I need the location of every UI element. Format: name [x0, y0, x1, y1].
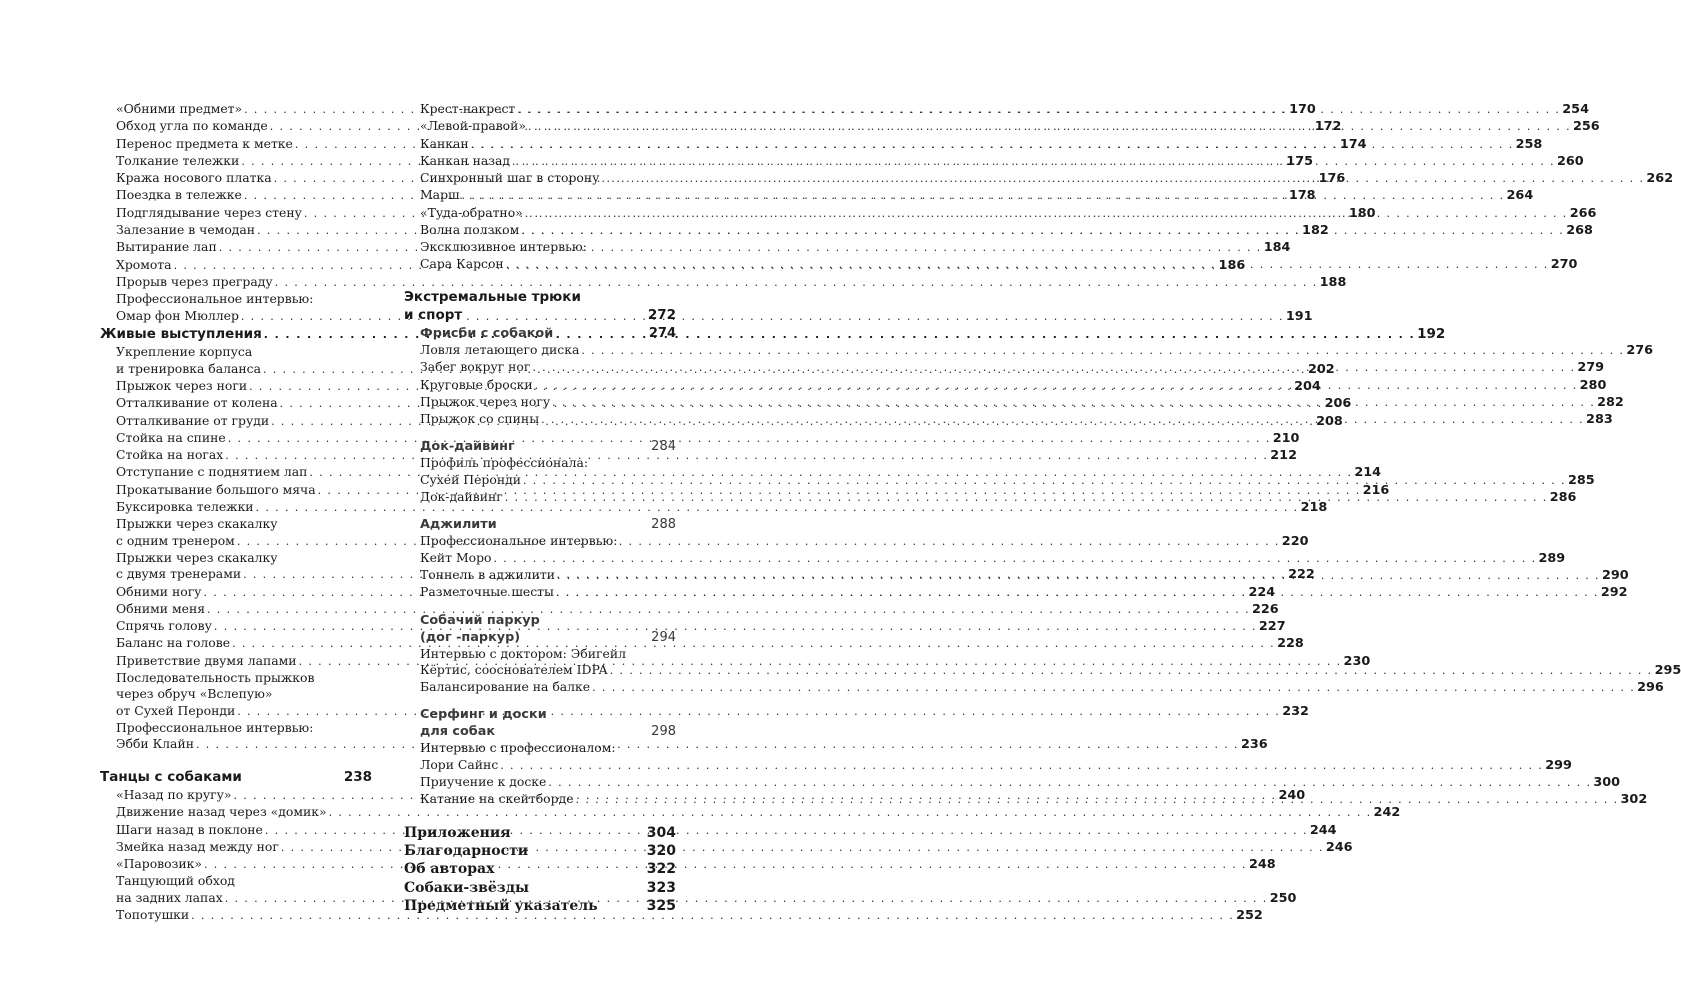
page-number: 300: [1593, 775, 1621, 791]
toc-subsection[interactable]: [404, 612, 676, 629]
page-number: 204: [1294, 378, 1321, 394]
entry-title: Приложения: [404, 824, 511, 841]
page-number: 260: [1556, 153, 1584, 169]
page-number: 254: [1562, 102, 1589, 117]
dot-leader: [205, 602, 1250, 618]
entry-title: Благодарности: [404, 842, 529, 859]
entry-title: «Туда-обратно»: [420, 204, 523, 220]
dot-leader: [554, 585, 1599, 601]
dot-leader: [230, 636, 1275, 652]
page-number: 240: [1278, 787, 1306, 803]
toc-entry-line[interactable]: [100, 291, 372, 307]
section-gap: [100, 753, 372, 768]
toc-entry-line[interactable]: [100, 550, 372, 566]
page-number: 236: [1240, 737, 1268, 753]
page-number: 274: [648, 325, 676, 341]
page-number: 186: [1218, 257, 1246, 273]
entry-title: Прыжки через скакалку: [116, 549, 278, 565]
page-number: 176: [1318, 171, 1346, 187]
toc-chapter[interactable]: [404, 860, 676, 878]
section-gap: [404, 273, 676, 288]
entry-title: Обход угла по команде: [116, 118, 268, 134]
page-number: 182: [1302, 223, 1329, 239]
toc-entry[interactable]: [404, 679, 1664, 696]
toc-entry-line[interactable]: [100, 670, 372, 686]
entry-title: для собак: [420, 724, 496, 740]
toc-entry-line[interactable]: [404, 239, 676, 255]
page-number: 290: [1601, 567, 1629, 583]
dot-leader: [469, 137, 1514, 153]
entry-title: с двумя тренерами: [116, 566, 242, 582]
page-number: 238: [343, 769, 372, 786]
page-number: 230: [1343, 653, 1371, 669]
entry-title: Об авторах: [404, 861, 495, 878]
page-number: 191: [1285, 308, 1313, 324]
entry-title: Залезание в чемодан: [116, 222, 256, 238]
page-number: 323: [646, 879, 676, 896]
page-number: 246: [1325, 839, 1353, 855]
toc-subsection[interactable]: [404, 629, 676, 646]
toc-entry-line[interactable]: [404, 646, 676, 662]
toc-entry-line[interactable]: [100, 344, 372, 360]
page-number: 266: [1569, 205, 1597, 221]
entry-title: Синхронный шаг в сторону: [420, 170, 600, 186]
toc-entry-line[interactable]: [404, 740, 676, 756]
toc-entry-line[interactable]: [404, 533, 676, 549]
entry-title: Подглядывание через стену: [116, 204, 302, 220]
entry-title: Стойка на спине: [116, 429, 226, 445]
section-gap: [404, 809, 676, 824]
dot-leader: [235, 534, 1280, 550]
page-number: 262: [1646, 171, 1674, 187]
entry-title: Собаки-звёзды: [404, 879, 530, 896]
page-number: 242: [1373, 805, 1401, 821]
page-number: 232: [1282, 703, 1309, 719]
toc-entry-line[interactable]: [404, 455, 676, 471]
dot-leader: [579, 343, 1624, 359]
page-number: 252: [1236, 908, 1263, 924]
entry-title: (дог -паркур): [420, 629, 521, 645]
toc-entry[interactable]: [404, 756, 1572, 774]
page-number: 286: [1549, 490, 1577, 506]
page-number: 280: [1579, 377, 1607, 393]
entry-title: Движение назад через «домик»: [116, 804, 327, 820]
page-number: 210: [1272, 430, 1300, 446]
entry-title: Марш: [420, 187, 460, 203]
page-number: 325: [646, 897, 676, 914]
toc-entry[interactable]: [100, 600, 1279, 618]
dot-leader: [533, 378, 1578, 394]
entry-title: Змейка назад между ног: [116, 838, 279, 854]
entry-title: Приветствие двумя лапами: [116, 652, 297, 668]
dot-leader: [515, 102, 1560, 118]
page-number: 226: [1252, 601, 1279, 617]
entry-title: Прорыв через преграду: [116, 273, 273, 289]
entry-title: Обними меня: [116, 600, 206, 616]
entry-title: Интервью с доктором: Эбигейл: [420, 645, 626, 661]
entry-title: Собачий паркур: [420, 612, 540, 628]
page-number: 302: [1620, 792, 1648, 808]
entry-title: и тренировка баланса: [116, 360, 261, 376]
page-number: 288: [651, 517, 676, 533]
entry-title: Канкан: [420, 135, 469, 151]
entry-title: Перенос предмета к метке: [116, 135, 293, 151]
entry-title: Профессиональное интервью:: [116, 719, 314, 735]
page-number: 272: [647, 307, 676, 324]
page-number: 304: [646, 824, 676, 841]
entry-title: «Обними предмет»: [116, 101, 243, 116]
dot-leader: [212, 619, 1257, 635]
entry-title: Баланс на голове: [116, 635, 231, 651]
page-number: 216: [1362, 482, 1390, 498]
page-number: 175: [1286, 153, 1314, 169]
entry-title: Волна ползком: [420, 222, 520, 238]
page-number: 214: [1354, 465, 1382, 481]
page-number: 294: [651, 629, 676, 645]
page-number: 172: [1314, 119, 1342, 135]
page-number: 218: [1300, 500, 1328, 516]
toc-chapter[interactable]: [404, 824, 676, 842]
page-number: 284: [651, 439, 676, 455]
toc-subsection[interactable]: [404, 706, 676, 723]
page-number: 184: [1263, 240, 1291, 256]
toc-entry[interactable]: [100, 804, 1401, 821]
toc-section[interactable]: [100, 768, 372, 787]
dot-leader: [608, 663, 1653, 679]
entry-title: Прыжок со спины: [420, 411, 540, 427]
entry-title: Шаги назад в поклоне: [116, 821, 263, 837]
entry-title: Аджилити: [420, 517, 497, 533]
entry-title: Буксировка тележки: [116, 499, 254, 515]
page-number: 178: [1288, 188, 1316, 204]
entry-title: «Левой-правой»: [420, 118, 526, 134]
page-number: 248: [1248, 857, 1276, 873]
dot-leader: [523, 206, 1568, 222]
page-number: 220: [1281, 533, 1309, 549]
dot-leader: [194, 737, 1239, 753]
dot-leader: [217, 240, 1262, 256]
entry-title: Профессиональное интервью:: [116, 291, 314, 307]
page-number: 170: [1289, 102, 1316, 117]
entry-title: Вытирание лап: [116, 239, 217, 255]
dot-leader: [574, 792, 1619, 808]
page-number: 276: [1626, 342, 1654, 358]
toc-entry-line[interactable]: [100, 516, 372, 532]
entry-title: с одним тренером: [116, 532, 235, 548]
page-number: 250: [1269, 890, 1297, 906]
entry-title: Предметный указатель: [404, 897, 598, 914]
subsection-gap: [404, 428, 676, 438]
entry-title: Катание на скейтборде: [420, 791, 574, 807]
entry-title: Круговые броски: [420, 376, 533, 392]
dot-leader: [519, 223, 1564, 239]
dot-leader: [235, 704, 1280, 720]
page-number: 180: [1348, 205, 1376, 221]
page-number: 202: [1307, 361, 1335, 377]
entry-title: и спорт: [404, 307, 463, 324]
entry-title: Эксклюзивное интервью:: [420, 239, 587, 255]
entry-title: Балансирование на балке: [420, 679, 591, 695]
page-number: 283: [1586, 412, 1613, 428]
subsection-gap: [404, 696, 676, 706]
entry-title: Кейт Моро: [420, 549, 492, 565]
entry-title: Тоннель в аджилити: [420, 566, 555, 582]
page-number: 322: [646, 861, 676, 878]
entry-title: Эбби Клайн: [116, 736, 194, 752]
entry-title: на задних лапах: [116, 889, 223, 905]
entry-title: Танцы с собаками: [100, 769, 242, 786]
toc-entry-line[interactable]: [100, 686, 372, 702]
entry-title: Укрепление корпуса: [116, 344, 253, 360]
page-number: 212: [1270, 448, 1297, 464]
page-number: 228: [1277, 636, 1304, 652]
entry-title: от Сухей Перонди: [116, 702, 236, 718]
toc-subsection[interactable]: [404, 516, 676, 533]
dot-leader: [202, 857, 1247, 873]
entry-title: через обруч «Вслепую»: [116, 686, 273, 702]
dot-leader: [546, 775, 1591, 791]
entry-title: Отступание с поднятием лап: [116, 464, 308, 480]
subsection-gap: [404, 602, 676, 612]
entry-title: Отталкивание от груди: [116, 412, 270, 428]
dot-leader: [226, 431, 1271, 447]
page-number: 320: [646, 842, 676, 859]
toc-entry[interactable]: [100, 907, 1263, 924]
page-number: 188: [1319, 274, 1347, 290]
entry-title: Прыжок через ноги: [116, 377, 248, 393]
toc-chapter[interactable]: [404, 897, 676, 915]
page-number: 227: [1258, 619, 1286, 635]
entry-title: Отталкивание от колена: [116, 395, 278, 411]
entry-title: Сухей Перонди: [420, 471, 521, 487]
page-number: 289: [1538, 550, 1566, 566]
dot-leader: [504, 257, 1549, 273]
dot-leader: [555, 568, 1600, 584]
dot-leader: [599, 171, 1644, 187]
page-number: 268: [1566, 223, 1593, 239]
entry-title: Профиль профессионала:: [420, 455, 589, 471]
dot-leader: [189, 908, 1234, 924]
entry-title: Омар фон Мюллер: [116, 307, 239, 323]
entry-title: Стойка на ногах: [116, 447, 224, 463]
entry-title: Канкан назад: [420, 152, 510, 168]
page-number: 224: [1248, 584, 1276, 600]
entry-title: Танцующий обход: [116, 873, 235, 889]
entry-title: Хромота: [116, 256, 172, 272]
dot-leader: [460, 188, 1505, 204]
page-number: 270: [1550, 256, 1578, 272]
entry-title: Экстремальные трюки: [404, 288, 581, 305]
page-number: 298: [651, 724, 676, 740]
page-number: 222: [1288, 567, 1315, 583]
toc-chapter[interactable]: [404, 879, 676, 897]
entry-title: Док-дайвинг: [420, 489, 503, 505]
dot-leader: [223, 891, 1268, 907]
page-number: 282: [1597, 394, 1624, 410]
dot-leader: [526, 119, 1571, 135]
entry-title: Ловля летающего диска: [420, 341, 580, 357]
entry-title: Забег вокруг ног: [420, 359, 531, 375]
page-number: 256: [1572, 119, 1600, 135]
entry-title: «Паровозик»: [116, 856, 202, 872]
page-number: 206: [1324, 396, 1352, 412]
entry-title: Кража носового платка: [116, 170, 272, 186]
page-number: 279: [1577, 360, 1605, 376]
entry-title: Толкание тележки: [116, 152, 240, 168]
dot-leader: [521, 473, 1566, 489]
entry-title: Крест-накрест: [420, 101, 516, 116]
entry-title: Последовательность прыжков: [116, 670, 315, 685]
entry-title: Фрисби с собакой: [420, 325, 554, 341]
page-number: 296: [1637, 680, 1664, 696]
entry-title: Прыжок через ногу: [420, 393, 551, 409]
dot-leader: [590, 680, 1635, 696]
entry-title: Интервью с профессионалом:: [420, 740, 616, 756]
page-number: 285: [1567, 472, 1595, 488]
dot-leader: [498, 758, 1543, 774]
entry-title: Прокатывание большого мяча: [116, 481, 316, 497]
entry-title: Живые выступления: [100, 325, 262, 342]
entry-title: Серфинг и доски: [420, 707, 547, 723]
toc-entry[interactable]: [100, 273, 1347, 291]
entry-title: Лори Сайнс: [420, 756, 499, 772]
toc-subsection[interactable]: [404, 325, 676, 342]
toc-entry[interactable]: [404, 774, 1621, 791]
entry-title: Приучение к доске: [420, 774, 547, 790]
page-number: 192: [1417, 325, 1446, 342]
toc-subsection[interactable]: [404, 723, 676, 740]
toc-section[interactable]: [404, 306, 676, 325]
dot-leader: [492, 551, 1537, 567]
toc-entry-line[interactable]: [100, 873, 372, 889]
toc-entry[interactable]: [404, 341, 1654, 359]
entry-title: Спрячь голову: [116, 618, 212, 634]
toc-section[interactable]: [404, 288, 676, 307]
page-number: 244: [1309, 822, 1337, 838]
dot-leader: [550, 395, 1595, 411]
dot-leader: [223, 448, 1268, 464]
page-number: 174: [1339, 136, 1367, 152]
toc-chapter[interactable]: [404, 842, 676, 860]
entry-title: Разметочные шесты: [420, 584, 554, 600]
toc-entry-line[interactable]: [100, 720, 372, 736]
dot-leader: [510, 154, 1555, 170]
entry-title: Прыжки через скакалку: [116, 516, 278, 532]
page-number: 258: [1515, 136, 1543, 152]
dot-leader: [239, 309, 1284, 325]
page-number: 208: [1316, 413, 1343, 429]
toc-entry[interactable]: [100, 499, 1328, 516]
entry-title: Поездка в тележке: [116, 187, 242, 203]
dot-leader: [539, 412, 1584, 428]
entry-title: Док-дайвинг: [420, 439, 515, 455]
toc-entry[interactable]: [404, 549, 1566, 567]
entry-title: Обними ногу: [116, 583, 202, 599]
entry-title: «Назад по кругу»: [116, 786, 232, 802]
page-number: 299: [1545, 757, 1572, 773]
page-number: 292: [1600, 585, 1628, 601]
toc-subsection[interactable]: [404, 438, 676, 455]
page-number: 264: [1506, 188, 1534, 204]
dot-leader: [503, 490, 1548, 506]
entry-title: Кёртис, сооснователем IDPA: [420, 661, 608, 677]
entry-title: Профессиональное интервью:: [420, 533, 618, 549]
subsection-gap: [404, 506, 676, 516]
entry-title: Топотушки: [116, 907, 190, 923]
dot-leader: [530, 360, 1575, 376]
page-number: 295: [1654, 662, 1681, 678]
entry-title: Сара Карсон: [420, 255, 504, 271]
